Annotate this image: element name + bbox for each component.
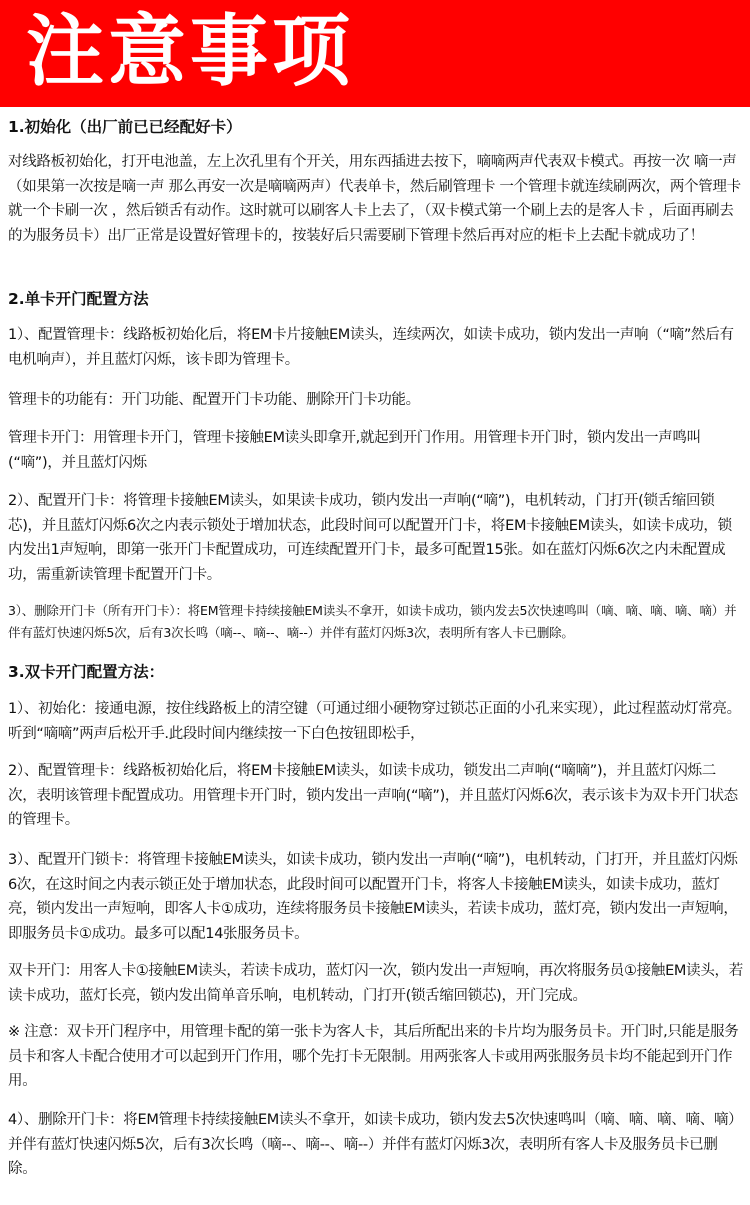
paragraph: 对线路板初始化，打开电池盖，左上次孔里有个开关，用东西插进去按下，嘀嘀两声代表双卡模式。再按一次 嘀一声（如果第一次按是嘀一声 那么再安一次是嘀嘀两声）代表单卡，然后刷管理卡 一个管理卡就连续刷两次，两个管理卡就一个卡刷一次 ，然后锁舌有动作。这时就可以刷客人卡上去了，（双卡模式第一个刷上去的是客人卡 ，后面再刷去的为服务员卡）出厂正常是设置好管理卡的，按装好后只需要刷下管理卡然后再对应的柜卡上去配卡就成功了！: [8, 154, 741, 244]
paragraph: 2）、配置开门卡：将管理卡接触EM读头，如果读卡成功，锁内发出一声响(“嘀”)，电机转动，门打开(锁舌缩回锁芯)，并且蓝灯闪烁6次之内表示锁处于增加状态，此段时间可以配置开门卡，将EM卡接触EM读头，如读卡成功，锁内发出1声短响，即第一张开门卡配置成功，可连续配置开门卡，最多可配置15张。如在蓝灯闪烁6次之内未配置成功，需重新读管理卡配置开门卡。: [8, 493, 732, 583]
page-title: 注意事项: [26, 7, 355, 97]
paragraph: ※ 注意：双卡开门程序中，用管理卡配的第一张卡为客人卡，其后所配出来的卡片均为服务员卡。开门时,只能是服务员卡和客人卡配合使用才可以起到开门作用，哪个先打卡无限制。用两张客人卡或用两张服务员卡均不能起到开门作用。: [8, 1024, 739, 1089]
paragraph: 4）、删除开门卡：将EM管理卡持续接触EM读头不拿开，如读卡成功，锁内发去5次快速鸣叫（嘀、嘀、嘀、嘀、嘀）并伴有蓝灯快速闪烁5次，后有3次长鸣（嘀--、嘀--、嘀--）并伴有蓝灯闪烁3次，表明所有客人卡及服务员卡已删除。: [8, 1112, 743, 1177]
paragraph: 2）、配置管理卡：线路板初始化后，将EM卡接触EM读头，如读卡成功，锁发出二声响(“嘀嘀”)，并且蓝灯闪烁二次，表明该管理卡配置成功。用管理卡开门时，锁内发出一声响(“嘀”)，并且蓝灯闪烁6次，表示该卡为双卡开门状态的管理卡。: [8, 763, 738, 828]
title-banner: [0, 0, 750, 107]
section-heading-dual-card: 3.双卡开门配置方法：: [8, 663, 165, 681]
paragraph: 3）、删除开门卡（所有开门卡）：将EM管理卡持续接触EM读头不拿开，如读卡成功，锁内发去5次快速鸣叫（嘀、嘀、嘀、嘀、嘀）并伴有蓝灯快速闪烁5次，后有3次长鸣（嘀--、嘀--、嘀--）并伴有蓝灯闪烁3次，表明所有客人卡已删除。: [8, 603, 737, 640]
paragraph: 1）、初始化：接通电源，按住线路板上的清空键（可通过细小硬物穿过锁芯正面的小孔来实现），此过程蓝动灯常亮。听到“嘀嘀”两声后松开手.此段时间内继续按一下白色按钮即松手，: [8, 701, 741, 742]
section-heading-initialization: 1.初始化（出厂前已已经配好卡）: [8, 118, 242, 136]
paragraph: 3）、配置开门锁卡：将管理卡接触EM读头，如读卡成功，锁内发出一声响(“嘀”)，电机转动，门打开，并且蓝灯闪烁6次，在这时间之内表示锁正处于增加状态，此段时间可以配置开门卡，将客人卡接触EM读头，如读卡成功，蓝灯亮，锁内发出一声短响，即客人卡①成功，连续将服务员卡接触EM读头，若读卡成功，蓝灯亮，锁内发出一声短响，即服务员卡①成功。最多可以配14张服务员卡。: [8, 852, 738, 942]
paragraph: 1）、配置管理卡：线路板初始化后，将EM卡片接触EM读头，连续两次，如读卡成功，锁内发出一声响（“嘀”然后有电机响声），并且蓝灯闪烁，该卡即为管理卡。: [8, 327, 734, 368]
paragraph: 管理卡开门：用管理卡开门，管理卡接触EM读头即拿开,就起到开门作用。用管理卡开门时，锁内发出一声鸣叫(“嘀”)，并且蓝灯闪烁: [8, 430, 701, 471]
paragraph: 双卡开门：用客人卡①接触EM读头，若读卡成功，蓝灯闪一次，锁内发出一声短响，再次将服务员①接触EM读头，若读卡成功，蓝灯长亮，锁内发出简单音乐响，电机转动，门打开(锁舌缩回锁芯)，开门完成。: [8, 963, 743, 1004]
paragraph: 管理卡的功能有：开门功能、配置开门卡功能、删除开门卡功能。: [8, 392, 420, 408]
section-heading-single-card: 2.单卡开门配置方法: [8, 290, 149, 308]
